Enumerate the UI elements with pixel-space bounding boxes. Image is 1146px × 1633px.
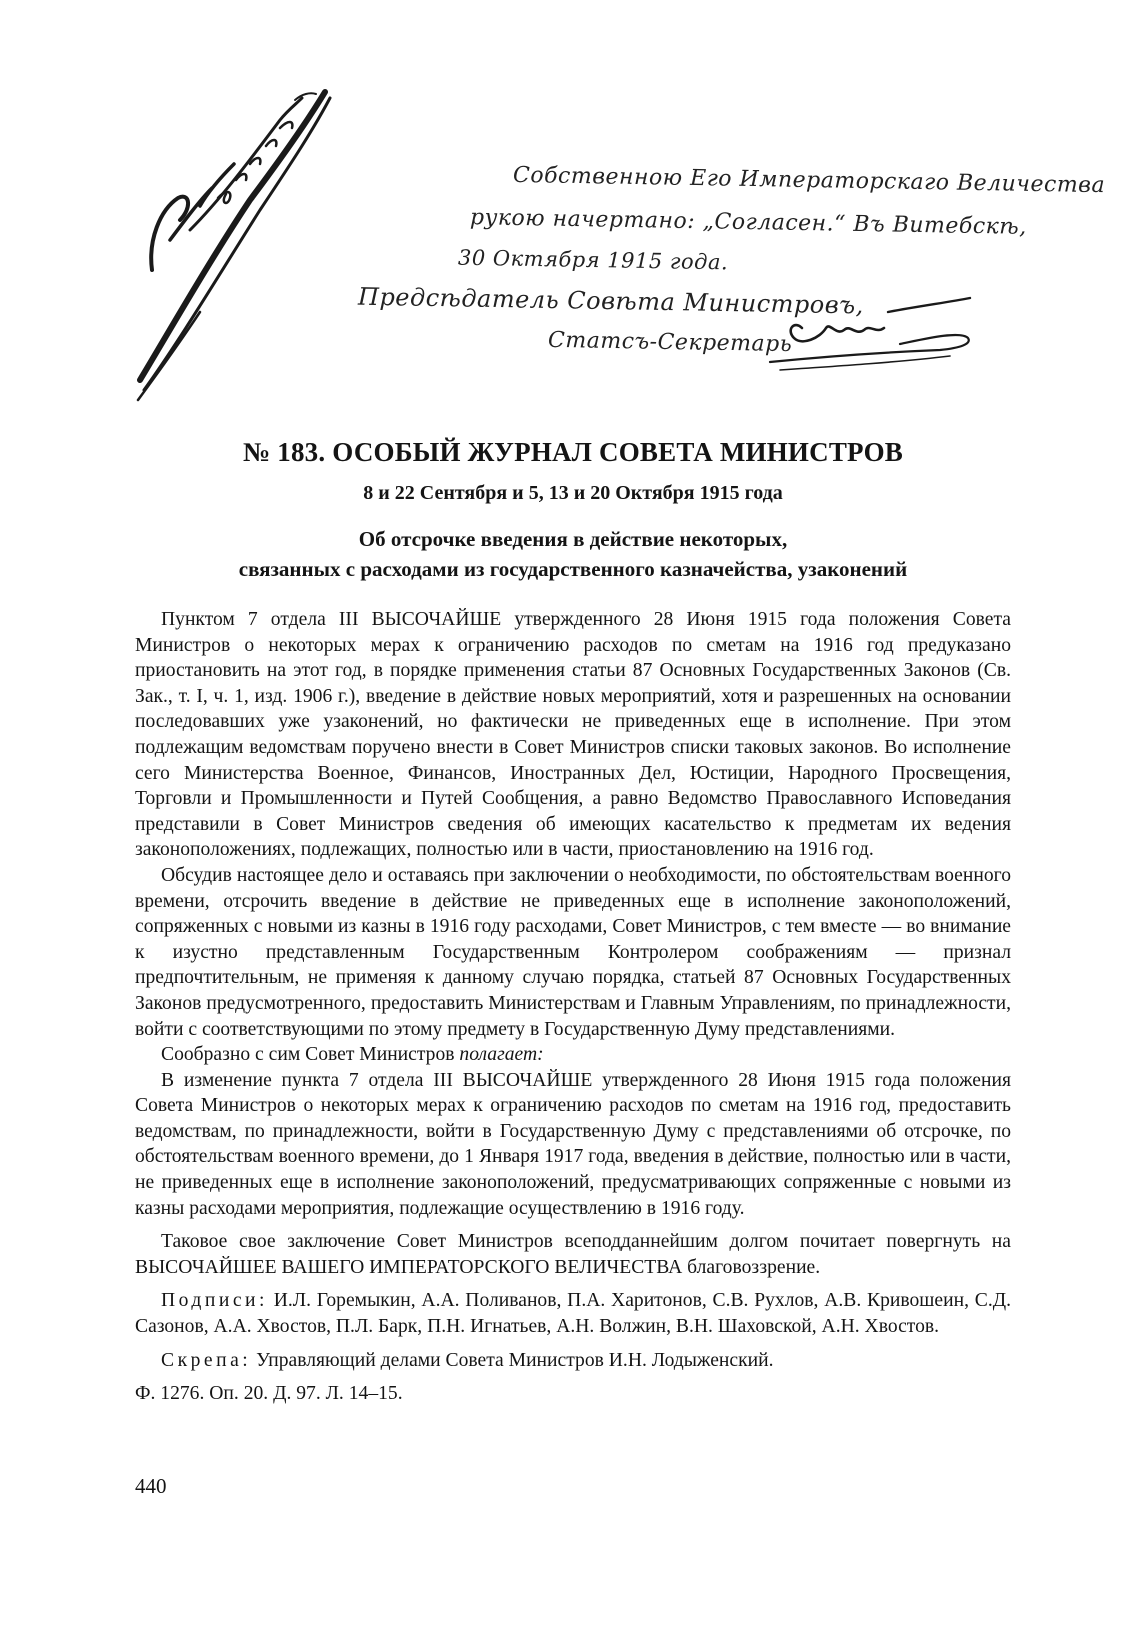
handwritten-annotation [130,80,1106,420]
page-number: 440 [135,1474,167,1498]
signatures-label: Подписи: [161,1290,268,1312]
document-dates: 8 и 22 Сентября и 5, 13 и 20 Октября 1915 года [363,482,783,504]
signatures-paragraph [135,1288,1011,1339]
handwritten-line-4: Предсѣдатель Совѣта Министровъ, [357,282,865,320]
skrepa-label: Скрепа: [161,1349,252,1371]
archive-reference: Ф. 1276. Оп. 20. Д. 97. Л. 14–15. [135,1383,403,1405]
document-subject-line-1: Об отсрочке введения в действие некоторых, [358,527,788,551]
paragraph-4: В изменение пункта 7 отдела III ВЫСОЧАЙШЕ утвержденного 28 Июня 1915 года положения Совета Министров о некоторых мерах к ограничению расходов по сметам на 1916 год, предоставить ведомствам, по принадлежности, войти в Государственную Думу с представлениями об отсрочке, по обстоятельствам военного времени, до 1 Января 1917 года, введения в действие, полностью или в части, не приведенных еще в исполнение законоположений, предусматривающих сопряженные с новыми из казны расходами мероприятия, подлежащие осуществлению в 1916 году. [135,1069,1011,1219]
document-title: № 183. ОСОБЫЙ ЖУРНАЛ СОВЕТА МИНИСТРОВ [243,437,903,467]
paragraph-3-italic: полагает: [459,1044,544,1066]
handwritten-line-3: 30 Октября 1915 года. [457,245,729,275]
document-subject-line-2: связанных с расходами из государственного казначейства, узаконений [238,557,908,581]
handwritten-line-2: рукою начертано: „Согласен.“ Въ Витебскѣ, [469,205,1027,240]
tsar-resolution-signature [138,92,330,400]
skrepa-paragraph [135,1348,1011,1374]
paragraph-1: Пунктом 7 отдела III ВЫСОЧАЙШЕ утвержденного 28 Июня 1915 года положения Совета Министров о некоторых мерах к ограничению расходов по сметам на 1916 год предуказано приостановить на этот год, в порядке применения статьи 87 Основных Государственных Законов (Св. Зак., т. I, ч. 1, изд. 1906 г.), введение в действие новых мероприятий, хотя и разрешенных на основании последовавших уже узаконений, но фактически не приведенных еще в исполнение. При этом подлежащим ведомствам поручено внести в Совет Министров списки таковых законов. Во исполнение сего Министерства Военное, Финансов, Иностранных Дел, Юстиции, Народного Просвещения, Торговли и Промышленности и Путей Сообщения, а равно Ведомство Православного Исповедания представили в Совет Министров сведения об имеющих касательство к предметам их ведения законоположениях, подлежащих, полностью или в части, приостановлению на 1916 год. [135,609,1011,861]
paragraph-3-lead: Сообразно с сим Совет Министров [161,1044,455,1066]
skrepa-text: Управляющий делами Совета Министров И.Н. Лодыженский. [256,1349,774,1371]
document-body [135,607,1011,1407]
handwritten-line-1: Собственною Его Императорскаго Величества [512,162,1106,199]
signatures-list: И.Л. Горемыкин, А.А. Поливанов, П.А. Харитонов, С.В. Рухлов, А.В. Кривошеин, С.Д. Сазонов, А.А. Хвостов, П.Л. Барк, П.Н. Игнатьев, А.Н. Волжин, В.Н. Шаховской, А.Н. Хвостов. [135,1290,1011,1338]
paragraph-3 [135,1042,1011,1068]
conclusion-paragraph: Таковое свое заключение Совет Министров всеподданнейшим долгом почитает повергнуть на ВЫСОЧАЙШЕЕ ВАШЕГО ИМПЕРАТОРСКОГО ВЕЛИЧЕСТВА благовоззрение. [135,1231,1011,1278]
paragraph-2: Обсудив настоящее дело и оставаясь при заключении о необходимости, по обстоятельствам военного времени, отсрочить введение в действие не приведенных еще в исполнение законоположений, сопряженных с новыми из казны в 1916 году расходами, Совет Министров, с тем вместе — во внимание к изустно представленным Государственным Контролером соображениям — признал предпочтительным, не применяя к данному случаю порядка, статьей 87 Основных Государственных Законов предусмотренного, предоставить Министерствам и Главным Управлениям, по принадлежности, войти с соответствующими по этому предмету в Государственную Думу представлениями. [135,864,1011,1040]
handwritten-line-5: Статсъ-Секретарь [547,327,793,358]
